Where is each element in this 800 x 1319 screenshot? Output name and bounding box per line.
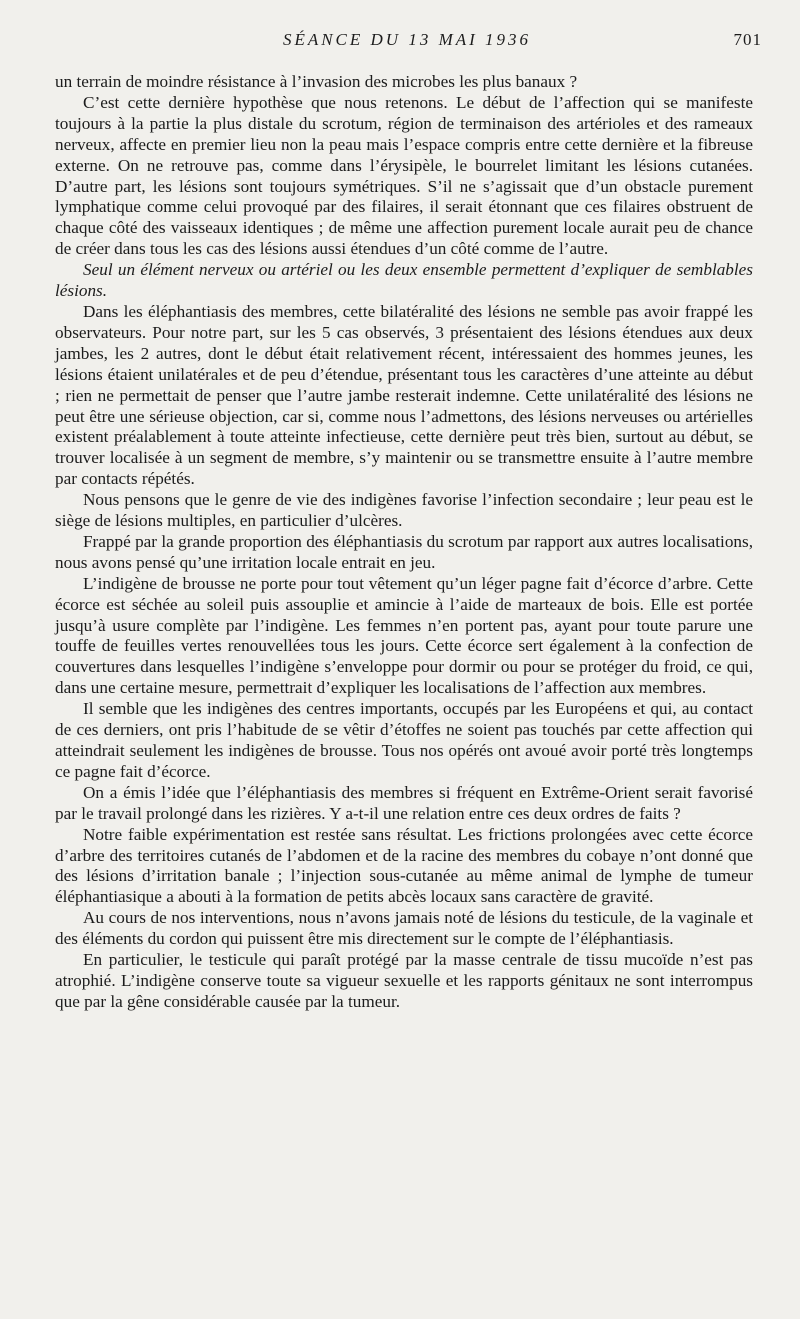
paragraph-experimentation: Notre faible expérimentation est restée sans résultat. Les frictions prolongées avec cette écorce d’arbre des territoires cutanés de l’abdomen et de la racine des membres du cobaye n’ont donné que des lésions d’irritation banale ; l’injection sous-cutanée au même animal de lymphe de tumeur éléphantiasique a abouti à la formation de petits abcès locaux sans caractère de gravité. [55, 824, 753, 907]
body-text [55, 72, 753, 1013]
paragraph-italic-statement: Seul un élément nerveux ou artériel ou les deux ensemble permettent d’expliquer de semblables lésions. [55, 260, 753, 301]
paragraph-scrotum-proportion: Frappé par la grande proportion des éléphantiasis du scrotum par rapport aux autres localisations, nous avons pensé qu’une irritation locale entrait en jeu. [55, 531, 753, 572]
paragraph-continuation: un terrain de moindre résistance à l’invasion des microbes les plus banaux ? [55, 72, 578, 91]
paragraph-lifestyle: Nous pensons que le genre de vie des indigènes favorise l’infection secondaire ; leur peau est le siège de lésions multiples, en particulier d’ulcères. [55, 490, 753, 531]
paragraph-interventions: Au cours de nos interventions, nous n’avons jamais noté de lésions du testicule, de la vaginale et des éléments du cordon qui puissent être mis directement sur le compte de l’éléphantiasis. [55, 908, 753, 949]
paragraph-testicle: En particulier, le testicule qui paraît protégé par la masse centrale de tissu mucoïde n’est pas atrophié. L’indigène conserve toute sa vigueur sexuelle et les rapports génitaux ne sont interrompus que par la gêne considérable causée par la tumeur. [55, 950, 753, 1011]
paragraph-urban-natives: Il semble que les indigènes des centres importants, occupés par les Européens et qui, au contact de ces derniers, ont pris l’habitude de se vêtir d’étoffes ne soient pas touchés par cette affection qui atteindrait seulement les indigènes de brousse. Tous nos opérés ont avoué avoir porté très longtemps ce pagne fait d’écorce. [55, 699, 753, 781]
page-number: 701 [733, 30, 762, 49]
paragraph-rice-fields: On a émis l’idée que l’éléphantiasis des membres si fréquent en Extrême-Orient serait favorisé par le travail prolongé dans les rizières. Y a-t-il une relation entre ces deux ordres de faits ? [55, 782, 753, 823]
running-title: SÉANCE DU 13 MAI 1936 [282, 30, 532, 49]
paragraph-limbs: Dans les éléphantiasis des membres, cette bilatéralité des lésions ne semble pas avoir frappé les observateurs. Pour notre part, sur les 5 cas observés, 3 présentaient des lésions étendues aux deux jambes, les 2 autres, dont le début était relativement récent, intéressaient des hommes jeunes, les lésions étaient unilatérales et de peu d’étendue, présentant tous les caractères d’une atteinte au début ; rien ne permettait de penser que l’autre jambe resterait indemne. Cette unilatéralité des lésions ne peut être une sérieuse objection, car si, comme nous l’admettons, des lésions nerveuses ou artérielles existent préalablement à toute atteinte infectieuse, cette dernière peut très bien, surtout au début, se trouver localisée à un segment de membre, s’y maintenir ou se transmettre ensuite à l’autre membre par contacts répétés. [55, 301, 753, 489]
paragraph-hypothesis: C’est cette dernière hypothèse que nous retenons. Le début de l’affection qui se manifeste toujours à la partie la plus distale du scrotum, région de terminaison des artérioles et des rameaux nerveux, affecte en premier lieu non la peau mais l’espace compris entre cette dernière et la fibreuse externe. On ne retrouve pas, comme dans l’érysipèle, le bourrelet limitant les lésions cutanées. D’autre part, les lésions sont toujours symétriques. S’il ne s’agissait que d’un obstacle purement lymphatique comme celui provoqué par des filaires, il serait étonnant que ces filaires obstruent de chaque côté des vaisseaux identiques ; de même une affection purement locale aurait peu de chance de créer dans tous les cas des lésions aussi étendues d’un côté comme de l’autre. [55, 92, 753, 259]
page-header [52, 30, 762, 54]
paragraph-bark-loincloth: L’indigène de brousse ne porte pour tout vêtement qu’un léger pagne fait d’écorce d’arbre. Cette écorce est séchée au soleil puis assouplie et amincie à l’aide de marteaux de bois. Elle est portée jusqu’à usure complète par l’indigène. Les femmes n’en portent pas, ayant pour toute parure une touffe de feuilles vertes renouvellées tous les jours. Cette écorce sert également à la confection de couvertures dans lesquelles l’indigène s’enveloppe pour dormir ou pour se protéger du froid, ce qui, dans une certaine mesure, permettrait d’expliquer les localisations de l’affection aux membres. [55, 573, 753, 698]
